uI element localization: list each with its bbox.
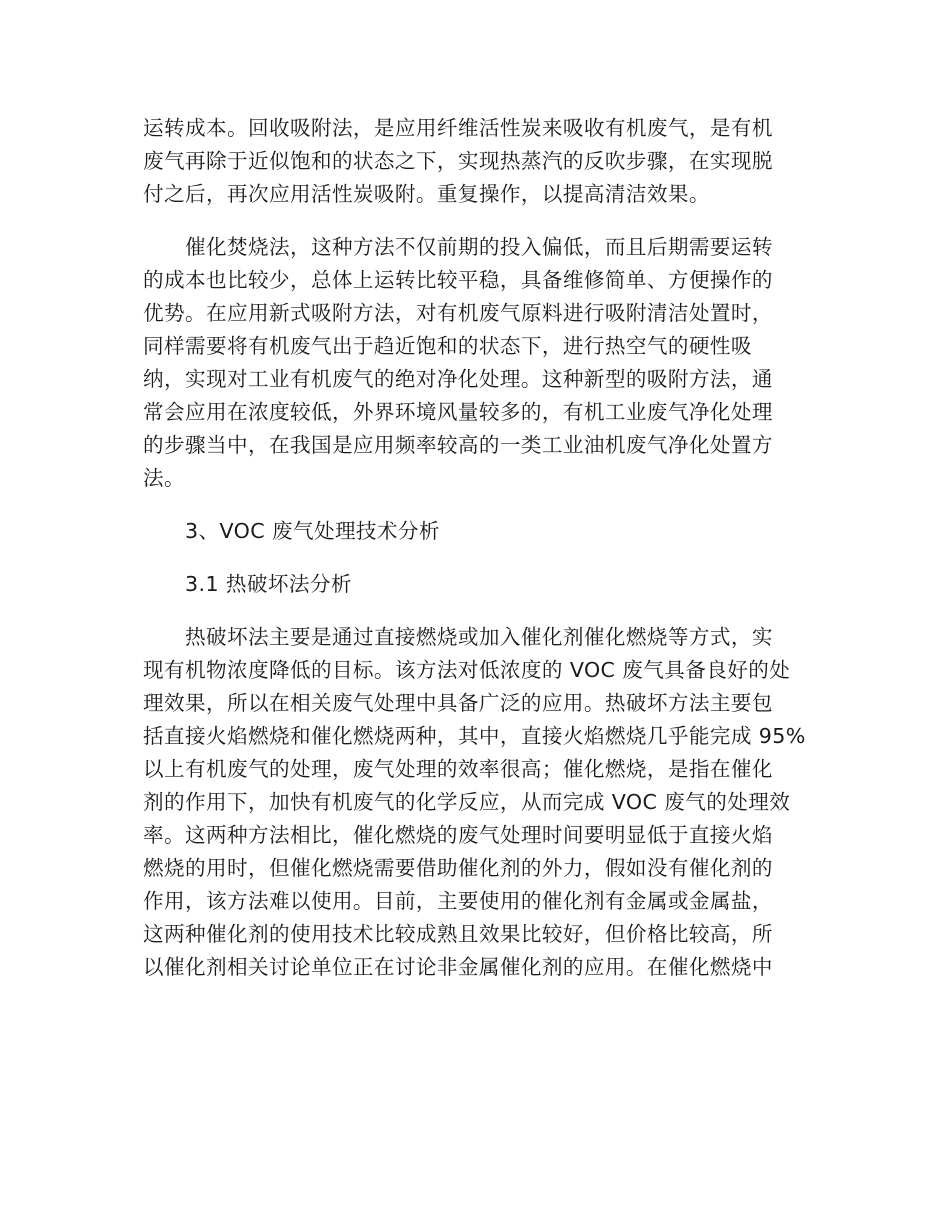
text-line: 的步骤当中，在我国是应用频率较高的一类工业油机废气净化处置方 [143, 433, 773, 457]
text-line: 以上有机废气的处理，废气处理的效率很高；催化燃烧，是指在催化 [143, 757, 773, 781]
text-line: 常会应用在浓度较低，外界环境风量较多的，有机工业废气净化处理 [143, 400, 773, 424]
text-line: 现有机物浓度降低的目标。该方法对低浓度的 VOC 废气具备良好的处 [143, 658, 791, 682]
text-line: 同样需要将有机废气出于趋近饱和的状态下，进行热空气的硬性吸 [143, 334, 752, 358]
document-body [143, 112, 811, 984]
text-line: 热破坏法主要是通过直接燃烧或加入催化剂催化燃烧等方式，实 [185, 625, 773, 649]
section-heading: 3、VOC 废气处理技术分析 [185, 519, 440, 543]
text-line: 废气再除于近似饱和的状态之下，实现热蒸汽的反吹步骤，在实现脱 [143, 149, 773, 173]
text-line: 优势。在应用新式吸附方法，对有机废气原料进行吸附清洁处置时， [143, 301, 773, 325]
text-line: 括直接火焰燃烧和催化燃烧两种，其中，直接火焰燃烧几乎能完成 95% [143, 724, 806, 748]
text-line: 纳，实现对工业有机废气的绝对净化处理。这种新型的吸附方法，通 [143, 367, 773, 391]
text-line: 理效果，所以在相关废气处理中具备广泛的应用。热破坏方法主要包 [143, 691, 773, 715]
paragraph-thermal-destruction [143, 621, 811, 984]
text-line: 法。 [143, 466, 185, 490]
text-line: 这两种催化剂的使用技术比较成熟且效果比较好，但价格比较高，所 [143, 922, 773, 946]
text-line: 剂的作用下，加快有机废气的化学反应，从而完成 VOC 废气的处理效 [143, 790, 791, 814]
text-line: 率。这两种方法相比，催化燃烧的废气处理时间要明显低于直接火焰 [143, 823, 773, 847]
text-line: 以催化剂相关讨论单位正在讨论非金属催化剂的应用。在催化燃烧中 [143, 955, 773, 979]
paragraph-recovery-adsorption [143, 112, 811, 211]
text-line: 作用，该方法难以使用。目前，主要使用的催化剂有金属或金属盐， [143, 889, 773, 913]
text-line: 的成本也比较少，总体上运转比较平稳，具备维修简单、方便操作的 [143, 268, 773, 292]
text-line: 燃烧的用时，但催化燃烧需要借助催化剂的外力，假如没有催化剂的 [143, 856, 773, 880]
paragraph-catalytic-incineration [143, 231, 811, 495]
subsection-heading: 3.1 热破坏法分析 [185, 572, 352, 596]
text-line: 付之后，再次应用活性炭吸附。重复操作，以提高清洁效果。 [143, 182, 710, 206]
text-line: 催化焚烧法，这种方法不仅前期的投入偏低，而且后期需要运转 [185, 235, 773, 259]
text-line: 运转成本。回收吸附法，是应用纤维活性炭来吸收有机废气，是有机 [143, 116, 773, 140]
